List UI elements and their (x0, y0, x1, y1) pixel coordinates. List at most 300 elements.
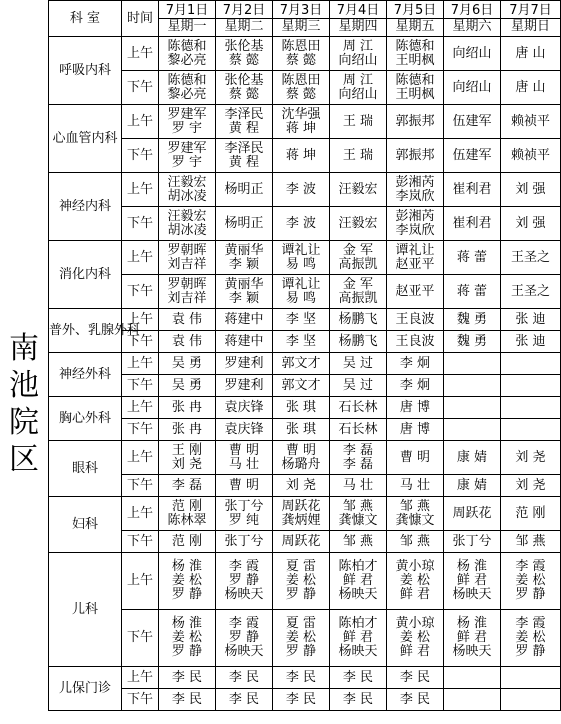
doctor-cell (330, 553, 387, 610)
doctor-cell (330, 610, 387, 667)
doctor-name: 易 鸣 (285, 256, 317, 272)
department-name: 儿科 (49, 553, 122, 667)
doctor-name: 金 军 (342, 242, 374, 258)
doctor-name: 郭振邦 (395, 113, 435, 129)
doctor-name: 袁庆锋 (224, 399, 264, 415)
doctor-name: 赵亚平 (395, 256, 435, 272)
doctor-cell (216, 37, 273, 71)
doctor-cell (501, 275, 561, 309)
doctor-name: 郭文才 (281, 355, 321, 371)
doctor-name: 李 炯 (399, 377, 431, 393)
doctor-cell (330, 475, 387, 497)
doctor-cell (159, 207, 216, 241)
doctor-name: 姜 松 (515, 573, 546, 588)
doctor-name: 鲜 君 (399, 587, 431, 602)
doctor-cell (330, 241, 387, 275)
doctor-cell (159, 610, 216, 667)
doctor-cell (387, 497, 444, 531)
doctor-name: 蒋 蕾 (456, 283, 488, 299)
doctor-name: 吴 过 (342, 355, 374, 371)
doctor-name: 谭礼让 (281, 242, 321, 258)
doctor-cell (330, 139, 387, 173)
dept-header: 科 室 (49, 1, 122, 37)
doctor-name: 蔡 懿 (228, 86, 260, 102)
doctor-name: 姜 松 (515, 630, 546, 645)
doctor-cell (273, 497, 330, 531)
doctor-name: 刘 尧 (171, 456, 203, 472)
doctor-name: 张 琪 (285, 421, 317, 437)
doctor-name: 刘吉祥 (167, 290, 207, 306)
department-name: 神经外科 (49, 353, 122, 397)
doctor-name: 龚慷文 (338, 512, 378, 528)
doctor-cell (387, 105, 444, 139)
doctor-name: 张 冉 (171, 421, 203, 437)
doctor-cell (444, 37, 501, 71)
doctor-name: 杨明正 (224, 181, 264, 197)
doctor-name: 吴 过 (342, 377, 374, 393)
doctor-cell (387, 353, 444, 375)
doctor-cell (159, 475, 216, 497)
doctor-name: 杨鹏飞 (338, 333, 378, 349)
doctor-name: 汪毅宏 (167, 174, 207, 190)
department-name: 呼吸内科 (49, 37, 122, 105)
campus-char: 区 (9, 442, 39, 477)
doctor-cell (273, 241, 330, 275)
doctor-name: 杨映天 (338, 644, 378, 659)
doctor-name: 邹 燕 (399, 498, 431, 514)
doctor-name: 姜 松 (399, 630, 431, 645)
doctor-cell (387, 309, 444, 331)
doctor-name: 马 壮 (342, 477, 374, 493)
doctor-name: 王圣之 (510, 249, 550, 265)
doctor-name: 李 民 (228, 691, 260, 707)
day-header: 7月6日 星期六 (444, 1, 501, 37)
doctor-name: 石长林 (338, 399, 378, 415)
doctor-name: 邹 燕 (515, 533, 546, 549)
department-name: 妇科 (49, 497, 122, 553)
doctor-name: 马 壮 (399, 477, 431, 493)
doctor-cell (273, 419, 330, 441)
doctor-cell (444, 397, 501, 419)
doctor-cell (273, 331, 330, 353)
time-slot: 下午 (122, 610, 159, 667)
doctor-name: 罗朝晖 (167, 276, 207, 292)
doctor-name: 曹 明 (285, 442, 317, 458)
doctor-cell (159, 353, 216, 375)
doctor-cell (330, 173, 387, 207)
doctor-name: 姜 松 (285, 630, 317, 645)
doctor-cell (330, 375, 387, 397)
doctor-cell (273, 667, 330, 689)
doctor-name: 胡冰凌 (167, 222, 207, 238)
doctor-name: 刘 尧 (515, 449, 546, 465)
doctor-cell (330, 353, 387, 375)
doctor-cell (216, 331, 273, 353)
department-name: 胸心外科 (49, 397, 122, 441)
doctor-cell (501, 689, 561, 711)
doctor-name: 黄 程 (228, 154, 260, 170)
doctor-name: 李 坚 (285, 311, 317, 327)
time-slot: 上午 (122, 397, 159, 419)
doctor-name: 王良波 (395, 333, 435, 349)
doctor-name: 邹 燕 (399, 533, 431, 549)
doctor-name: 谭礼让 (281, 276, 321, 292)
table-row (49, 610, 561, 667)
time-slot: 下午 (122, 207, 159, 241)
doctor-cell (387, 441, 444, 475)
doctor-cell (501, 37, 561, 71)
doctor-name: 黎必亮 (167, 86, 207, 102)
doctor-name: 张 冉 (171, 399, 203, 415)
doctor-cell (387, 331, 444, 353)
doctor-name: 杨映天 (224, 644, 264, 659)
doctor-name: 陈恩田 (281, 38, 321, 54)
doctor-name: 罗 静 (228, 573, 260, 588)
doctor-name: 杨 淮 (456, 559, 488, 574)
time-slot: 上午 (122, 553, 159, 610)
doctor-name: 王 瑞 (342, 113, 374, 129)
day-header: 7月4日 星期四 (330, 1, 387, 37)
doctor-name: 罗 宇 (171, 154, 203, 170)
doctor-name: 沈华强 (281, 106, 321, 122)
doctor-name: 郭振邦 (395, 147, 435, 163)
doctor-name: 崔利君 (452, 215, 492, 231)
doctor-cell (216, 309, 273, 331)
doctor-cell (444, 689, 501, 711)
campus-char: 池 (9, 368, 39, 403)
doctor-cell (273, 275, 330, 309)
doctor-cell (501, 105, 561, 139)
doctor-name: 邹 燕 (342, 533, 374, 549)
doctor-cell (330, 397, 387, 419)
doctor-cell (387, 397, 444, 419)
doctor-name: 高振凯 (338, 256, 378, 272)
doctor-cell (216, 419, 273, 441)
doctor-name: 陈德和 (395, 72, 435, 88)
time-slot: 上午 (122, 309, 159, 331)
doctor-name: 罗 静 (285, 587, 317, 602)
doctor-name: 向绍山 (338, 52, 378, 68)
table-row (49, 309, 561, 331)
doctor-cell (159, 419, 216, 441)
doctor-name: 龚慷文 (395, 512, 435, 528)
doctor-name: 范 刚 (515, 505, 546, 521)
table-row (49, 397, 561, 419)
doctor-cell (501, 441, 561, 475)
doctor-name: 姜 松 (171, 573, 203, 588)
time-slot: 上午 (122, 353, 159, 375)
doctor-name: 李 霞 (515, 616, 546, 631)
doctor-name: 李 磊 (342, 456, 374, 472)
doctor-cell (273, 397, 330, 419)
time-slot: 上午 (122, 497, 159, 531)
doctor-cell (159, 689, 216, 711)
doctor-name: 杨鹏飞 (338, 311, 378, 327)
doctor-cell (387, 173, 444, 207)
doctor-name: 罗 静 (515, 587, 546, 602)
doctor-name: 李 波 (285, 215, 317, 231)
doctor-cell (387, 37, 444, 71)
department-name: 心血管内科 (49, 105, 122, 173)
doctor-name: 张 琪 (285, 399, 317, 415)
doctor-cell (216, 353, 273, 375)
header-row (49, 1, 561, 37)
table-row (49, 241, 561, 275)
doctor-cell (273, 139, 330, 173)
doctor-name: 易 鸣 (285, 290, 317, 306)
doctor-cell (216, 275, 273, 309)
campus-label (2, 330, 46, 478)
doctor-name: 李 炯 (399, 355, 431, 371)
doctor-name: 蒋 坤 (285, 120, 317, 136)
doctor-cell (444, 207, 501, 241)
doctor-cell (273, 531, 330, 553)
time-slot: 下午 (122, 475, 159, 497)
doctor-cell (159, 241, 216, 275)
doctor-cell (501, 667, 561, 689)
doctor-cell (387, 71, 444, 105)
doctor-name: 李 民 (285, 669, 317, 685)
doctor-cell (501, 553, 561, 610)
doctor-name: 杨明正 (224, 215, 264, 231)
doctor-cell (159, 139, 216, 173)
doctor-name: 李 民 (399, 669, 431, 685)
day-header: 7月7日 星期日 (501, 1, 561, 37)
doctor-name: 李 民 (228, 669, 260, 685)
doctor-name: 石长林 (338, 421, 378, 437)
doctor-cell (444, 105, 501, 139)
time-slot: 上午 (122, 105, 159, 139)
doctor-name: 罗 静 (285, 644, 317, 659)
doctor-name: 范 刚 (171, 498, 203, 514)
doctor-cell (330, 37, 387, 71)
doctor-cell (273, 71, 330, 105)
doctor-cell (330, 309, 387, 331)
doctor-name: 黄小琼 (395, 559, 435, 574)
doctor-name: 陈林翠 (167, 512, 207, 528)
doctor-name: 康 婧 (456, 477, 488, 493)
day-header: 7月5日 星期五 (387, 1, 444, 37)
doctor-name: 马 壮 (228, 456, 260, 472)
table-row (49, 353, 561, 375)
doctor-name: 王 瑞 (342, 147, 374, 163)
doctor-cell (387, 207, 444, 241)
campus-char: 院 (9, 405, 39, 440)
doctor-cell (330, 497, 387, 531)
doctor-name: 王 刚 (171, 442, 203, 458)
doctor-name: 袁 伟 (171, 333, 203, 349)
campus-char: 南 (9, 331, 39, 366)
doctor-cell (273, 441, 330, 475)
doctor-cell (216, 475, 273, 497)
doctor-cell (216, 375, 273, 397)
doctor-name: 杨 淮 (456, 616, 488, 631)
doctor-cell (501, 71, 561, 105)
doctor-cell (159, 397, 216, 419)
doctor-cell (159, 531, 216, 553)
time-slot: 上午 (122, 667, 159, 689)
doctor-name: 夏 雷 (285, 559, 317, 574)
doctor-name: 陈德和 (167, 38, 207, 54)
time-slot: 上午 (122, 241, 159, 275)
doctor-cell (273, 610, 330, 667)
doctor-name: 李 波 (285, 181, 317, 197)
doctor-name: 刘 强 (515, 181, 546, 197)
doctor-cell (387, 531, 444, 553)
doctor-cell (216, 173, 273, 207)
table-row (49, 37, 561, 71)
time-slot: 下午 (122, 139, 159, 173)
doctor-name: 王圣之 (510, 283, 550, 299)
doctor-cell (273, 475, 330, 497)
table-row (49, 139, 561, 173)
doctor-cell (501, 610, 561, 667)
doctor-name: 曹 明 (228, 442, 260, 458)
doctor-name: 罗 静 (228, 630, 260, 645)
table-row (49, 553, 561, 610)
table-row (49, 375, 561, 397)
doctor-cell (444, 353, 501, 375)
doctor-name: 崔利君 (452, 181, 492, 197)
doctor-name: 罗 宇 (171, 120, 203, 136)
doctor-name: 姜 松 (171, 630, 203, 645)
doctor-cell (216, 241, 273, 275)
doctor-name: 郭文才 (281, 377, 321, 393)
doctor-cell (444, 241, 501, 275)
doctor-cell (273, 37, 330, 71)
doctor-cell (216, 71, 273, 105)
table-row (49, 667, 561, 689)
table-row (49, 531, 561, 553)
doctor-cell (273, 207, 330, 241)
doctor-name: 李 民 (399, 691, 431, 707)
doctor-cell (330, 667, 387, 689)
doctor-name: 高振凯 (338, 290, 378, 306)
table-row (49, 689, 561, 711)
doctor-cell (444, 71, 501, 105)
doctor-name: 唐 博 (399, 399, 431, 415)
doctor-cell (216, 139, 273, 173)
doctor-name: 陈柏才 (338, 559, 378, 574)
doctor-cell (159, 173, 216, 207)
doctor-cell (444, 553, 501, 610)
doctor-name: 刘 尧 (285, 477, 317, 493)
doctor-name: 唐 山 (515, 45, 546, 61)
doctor-cell (216, 105, 273, 139)
doctor-cell (387, 667, 444, 689)
time-slot: 下午 (122, 419, 159, 441)
time-slot: 下午 (122, 375, 159, 397)
doctor-name: 杨映天 (452, 644, 492, 659)
doctor-name: 罗建利 (224, 377, 264, 393)
doctor-name: 张伦基 (224, 72, 264, 88)
doctor-cell (387, 241, 444, 275)
doctor-name: 唐 山 (515, 79, 546, 95)
doctor-cell (444, 139, 501, 173)
doctor-cell (501, 309, 561, 331)
doctor-cell (330, 689, 387, 711)
doctor-name: 蒋建中 (224, 333, 264, 349)
doctor-name: 蒋 蕾 (456, 249, 488, 265)
doctor-name: 张 迪 (515, 333, 546, 349)
doctor-name: 吴 勇 (171, 355, 203, 371)
doctor-name: 李泽民 (224, 106, 264, 122)
doctor-cell (501, 375, 561, 397)
doctor-cell (330, 71, 387, 105)
doctor-cell (387, 139, 444, 173)
doctor-cell (159, 553, 216, 610)
doctor-cell (501, 397, 561, 419)
doctor-name: 刘 尧 (515, 477, 546, 493)
doctor-name: 杨 淮 (171, 559, 203, 574)
table-row (49, 419, 561, 441)
doctor-name: 罗朝晖 (167, 242, 207, 258)
doctor-name: 黄 程 (228, 120, 260, 136)
doctor-cell (501, 419, 561, 441)
doctor-name: 李泽民 (224, 140, 264, 156)
time-slot: 上午 (122, 173, 159, 207)
doctor-name: 李 磊 (171, 477, 203, 493)
doctor-name: 向绍山 (452, 45, 492, 61)
doctor-cell (330, 441, 387, 475)
doctor-name: 向绍山 (452, 79, 492, 95)
doctor-name: 周 江 (342, 38, 374, 54)
doctor-name: 袁庆锋 (224, 421, 264, 437)
day-header: 7月3日 星期三 (273, 1, 330, 37)
doctor-name: 张 迪 (515, 311, 546, 327)
doctor-cell (159, 375, 216, 397)
doctor-cell (216, 397, 273, 419)
doctor-name: 伍建军 (452, 147, 492, 163)
doctor-cell (387, 475, 444, 497)
doctor-name: 袁 伟 (171, 311, 203, 327)
doctor-cell (501, 173, 561, 207)
doctor-cell (501, 353, 561, 375)
doctor-cell (273, 375, 330, 397)
doctor-cell (501, 139, 561, 173)
doctor-cell (444, 475, 501, 497)
doctor-name: 刘吉祥 (167, 256, 207, 272)
doctor-name: 夏 雷 (285, 616, 317, 631)
doctor-cell (330, 105, 387, 139)
doctor-cell (159, 37, 216, 71)
doctor-cell (444, 610, 501, 667)
doctor-cell (444, 331, 501, 353)
doctor-cell (330, 275, 387, 309)
doctor-cell (216, 441, 273, 475)
table-row (49, 275, 561, 309)
doctor-name: 罗 纯 (228, 512, 260, 528)
table-row (49, 207, 561, 241)
doctor-cell (444, 667, 501, 689)
doctor-cell (444, 419, 501, 441)
doctor-cell (387, 610, 444, 667)
doctor-name: 陈德和 (395, 38, 435, 54)
doctor-name: 张丁兮 (224, 498, 264, 514)
doctor-name: 周跃花 (281, 533, 321, 549)
doctor-name: 王明枫 (395, 86, 435, 102)
doctor-name: 汪毅宏 (338, 181, 378, 197)
doctor-cell (273, 553, 330, 610)
doctor-name: 蔡 懿 (285, 52, 317, 68)
doctor-name: 李 磊 (342, 442, 374, 458)
doctor-name: 赖祯平 (510, 113, 550, 129)
doctor-name: 陈柏才 (338, 616, 378, 631)
doctor-cell (273, 353, 330, 375)
doctor-name: 周跃花 (452, 505, 492, 521)
doctor-name: 鲜 君 (456, 630, 488, 645)
doctor-cell (273, 309, 330, 331)
